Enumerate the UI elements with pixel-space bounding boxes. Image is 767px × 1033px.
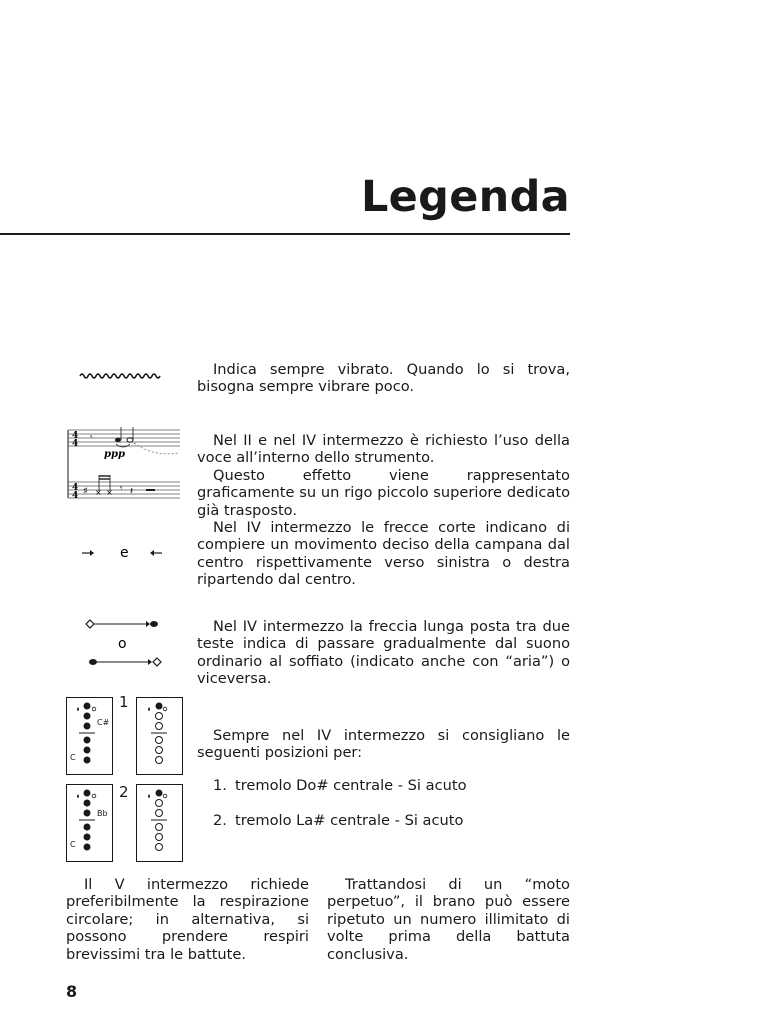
- fingering-chart-1a: [66, 697, 113, 775]
- fingering-diagram: [67, 698, 112, 774]
- arrow-left-icon: [150, 550, 162, 556]
- legend-vibrato: [197, 361, 570, 396]
- svg-text:𝄾: 𝄾: [120, 484, 123, 494]
- svg-text:4: 4: [72, 491, 79, 501]
- fingering-diagram: [137, 785, 182, 861]
- svg-text:♯: ♯: [83, 486, 88, 497]
- fingering-group-1-number: 1: [119, 693, 129, 711]
- long-arrow-connector-label: o: [118, 636, 127, 652]
- legend-positions: [197, 727, 570, 762]
- arrows-connector-label: e: [120, 545, 129, 561]
- vibrato-text: Indica sempre vibrato. Quando lo si trova, bisogna sempre vibrare poco.: [197, 361, 570, 396]
- svg-text:×: ×: [106, 488, 113, 497]
- svg-text:4: 4: [72, 431, 79, 441]
- note-left-text: Il V intermezzo richiede preferibilmente la respirazione circolare; in alternativa, si possono prendere respiri brevissimi tra le battute.: [66, 876, 309, 963]
- fingering-group-2-number: 2: [119, 783, 129, 801]
- long-arrow-symbol: [84, 617, 164, 669]
- legend-long-arrow: [197, 618, 570, 688]
- fingering-chart-2b: [136, 784, 183, 862]
- fingering-diagram: [137, 698, 182, 774]
- fingering-diagram: [67, 785, 112, 861]
- page-number: 8: [66, 982, 78, 1001]
- key-label-c: C: [70, 840, 76, 849]
- key-label-bb: Bb: [97, 809, 108, 818]
- long-arrow-text: Nel IV intermezzo la freccia lunga posta tra due teste indica di passare gradualmente dal suono ordinario al soffiato (indicato anche con “aria”) o viceversa.: [197, 618, 570, 688]
- list-item: [213, 812, 463, 829]
- svg-text:𝄽: 𝄽: [130, 486, 134, 497]
- fingering-chart-1b: [136, 697, 183, 775]
- key-label-c-sharp: C#: [97, 718, 110, 727]
- vibrato-symbol: [78, 368, 168, 382]
- list-item: [213, 777, 467, 794]
- svg-text:×: ×: [95, 488, 102, 497]
- note-right: [327, 876, 570, 963]
- legend-short-arrows: [197, 519, 570, 589]
- note-right-text: Trattandosi di un “moto perpetuo”, il brano può essere ripetuto un numero illimitato di volte prima della battuta conclusiva.: [327, 876, 570, 963]
- arrow-right-icon: [82, 550, 94, 556]
- svg-text:𝄾: 𝄾: [90, 433, 93, 443]
- list-item-number: 1.: [213, 777, 227, 794]
- fingering-chart-2a: [66, 784, 113, 862]
- svg-text:ppp: ppp: [104, 449, 125, 460]
- page-title: Legenda: [360, 172, 570, 222]
- voice-text-1: Nel II e nel IV intermezzo è richiesto l’uso della voce all’interno dello strumento.: [197, 432, 570, 467]
- list-item-text: tremolo La# centrale - Si acuto: [235, 812, 464, 829]
- list-item-number: 2.: [213, 812, 227, 829]
- voice-text-2: Questo effetto viene rappresentato graficamente su un rigo piccolo superiore dedicato già trasposto.: [197, 466, 570, 519]
- short-arrows-text: Nel IV intermezzo le frecce corte indicano di compiere un movimento deciso della campana dal centro rispettivamente verso sinistra o destra ripartendo dal centro.: [197, 519, 570, 589]
- svg-text:4: 4: [72, 439, 79, 449]
- key-label-c: C: [70, 753, 76, 762]
- note-left: [66, 876, 309, 963]
- title-rule: [0, 233, 570, 235]
- positions-text: Sempre nel IV intermezzo si consigliano le seguenti posizioni per:: [197, 727, 570, 762]
- legend-voice: [197, 432, 570, 519]
- svg-text:4: 4: [72, 483, 79, 493]
- voice-score-excerpt: [66, 427, 182, 505]
- short-arrows-symbol: [80, 544, 170, 562]
- list-item-text: tremolo Do# centrale - Si acuto: [235, 777, 467, 794]
